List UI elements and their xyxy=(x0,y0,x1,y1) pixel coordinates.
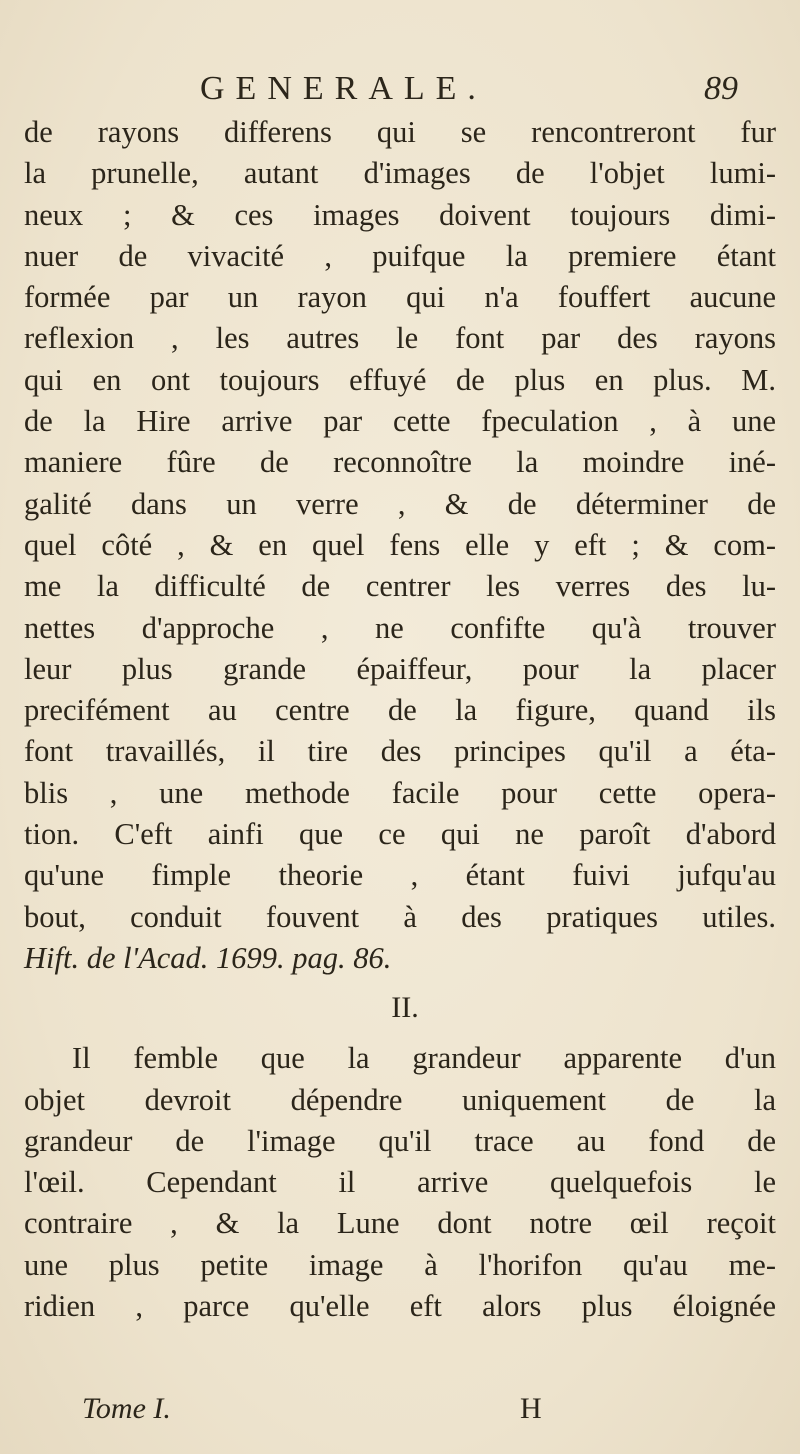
text-line: leur plus grande épaiffeur, pour la placer xyxy=(24,651,776,686)
text-line: de la Hire arrive par cette fpeculation , à une xyxy=(24,404,776,439)
text-line: tion. C'eft ainfi que ce qui ne paroît d'abord xyxy=(24,817,776,852)
text-line: precifément au centre de la figure, quand ils xyxy=(24,693,776,728)
text-line: me la difficulté de centrer les verres des lu- xyxy=(24,569,776,604)
text-line: l'œil. Cependant il arrive quelquefois le xyxy=(24,1165,776,1200)
text-line: ridien , parce qu'elle eft alors plus éloignée xyxy=(24,1289,776,1324)
text-line: maniere fûre de reconnoître la moindre iné- xyxy=(24,445,776,480)
text-line: Il femble que la grandeur apparente d'un xyxy=(72,1041,776,1076)
text-line: reflexion , les autres le font par des rayons xyxy=(24,321,776,356)
text-line: nuer de vivacité , puifque la premiere étant xyxy=(24,238,776,273)
text-line: blis , une methode facile pour cette opera- xyxy=(24,775,776,810)
text-line: neux ; & ces images doivent toujours dimi- xyxy=(24,197,776,232)
text-line: qu'une fimple theorie , étant fuivi jufqu'au xyxy=(24,858,776,893)
citation: Hift. de l'Acad. 1699. pag. 86. xyxy=(24,940,392,975)
text-line: nettes d'approche , ne confifte qu'à trouver xyxy=(24,610,776,645)
text-line: qui en ont toujours effuyé de plus en plus. M. xyxy=(24,362,776,397)
page-number: 89 xyxy=(704,70,738,107)
text-line: formée par un rayon qui n'a fouffert aucune xyxy=(24,280,776,315)
page-header xyxy=(0,70,800,116)
text-line: la prunelle, autant d'images de l'objet lumi- xyxy=(24,156,776,191)
text-line: quel côté , & en quel fens elle y eft ; & com- xyxy=(24,527,776,562)
text-line: bout, conduit fouvent à des pratiques utiles. xyxy=(24,899,776,934)
paragraph-2 xyxy=(24,1038,776,1327)
text-line: de rayons differens qui se rencontreront fur xyxy=(24,115,776,149)
text-line: galité dans un verre , & de déterminer de xyxy=(24,486,776,521)
signature-mark: H xyxy=(520,1392,542,1425)
text-line: une plus petite image à l'horifon qu'au me- xyxy=(24,1247,776,1282)
text-line: contraire , & la Lune dont notre œil reçoit xyxy=(24,1206,776,1241)
text-line: grandeur de l'image qu'il trace au fond de xyxy=(24,1123,776,1158)
running-head: GENERALE. xyxy=(200,70,487,107)
text-line: font travaillés, il tire des principes qu'il a éta- xyxy=(24,734,776,769)
text-line: objet devroit dépendre uniquement de la xyxy=(24,1082,776,1117)
volume-label: Tome I. xyxy=(82,1392,171,1425)
paragraph-1 xyxy=(24,112,776,979)
section-number: II. xyxy=(391,991,419,1025)
body-text xyxy=(24,112,776,1327)
page-footer xyxy=(0,1392,800,1436)
